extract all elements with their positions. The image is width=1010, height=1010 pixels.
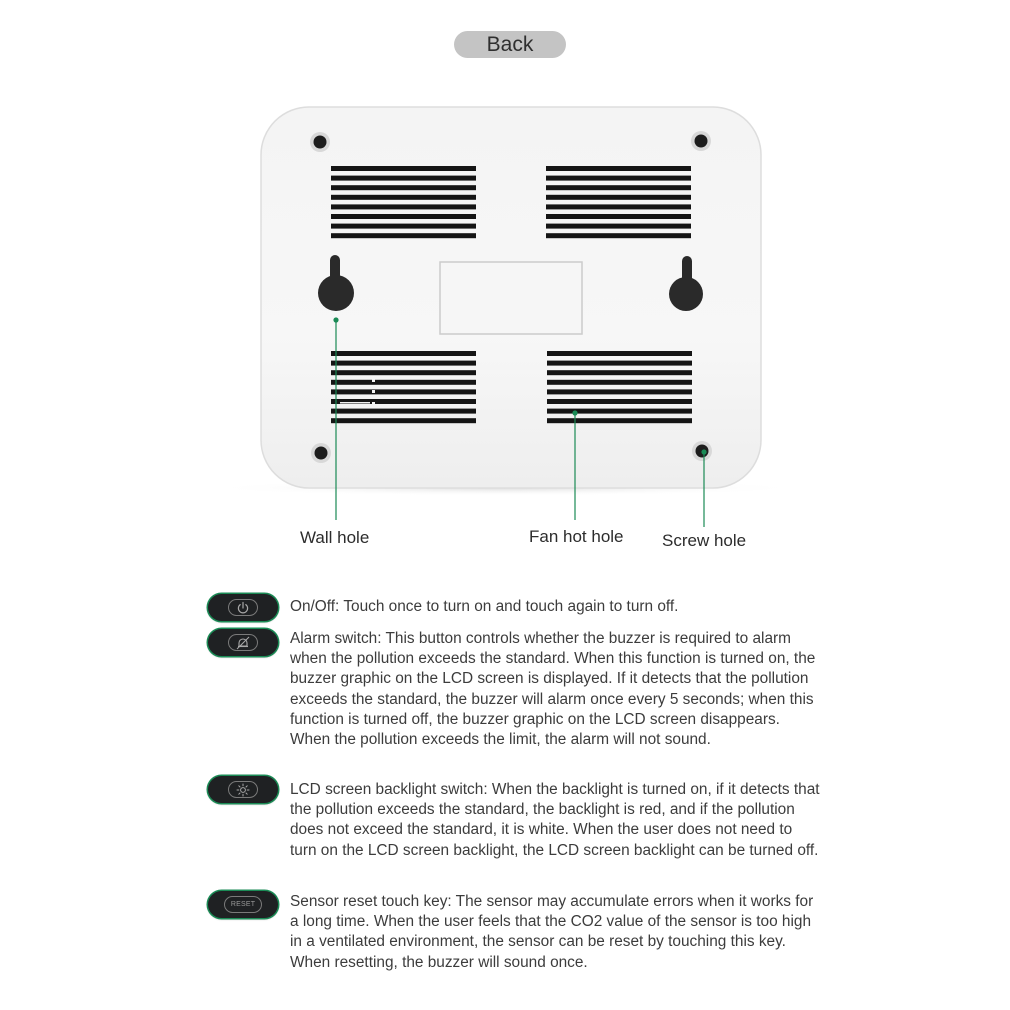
reset-label: RESET: [230, 901, 256, 908]
callout-fan-hot-hole: Fan hot hole: [529, 527, 624, 546]
vent-slot: [547, 380, 692, 385]
alarm-key-frame: [228, 634, 258, 651]
vent-slot: [546, 166, 691, 171]
screw-hole-top-right: [691, 131, 711, 151]
power-key-frame: [228, 599, 258, 616]
vent-slot: [331, 418, 476, 423]
legend-text-backlight: LCD screen backlight switch: When the backlight is turned on, if it detects that the pollution exceeds the standard, the backlight is red, and if the pollution does not exceed the standard, it is white. When the user does not need to turn on the LCD screen backlight, the LCD screen backlight can be turned off.: [290, 781, 820, 859]
backlight-key-button[interactable]: [208, 776, 278, 803]
vent-slot: [546, 214, 691, 219]
vent-slot: [331, 204, 476, 209]
vent-slot: [546, 195, 691, 200]
vent-slot: [331, 361, 476, 366]
vent-slot: [331, 185, 476, 190]
vent-slot: [331, 380, 476, 385]
vent-slot: [331, 195, 476, 200]
legend-text-power: On/Off: Touch once to turn on and touch again to turn off.: [290, 598, 679, 615]
alarm-key-button[interactable]: [208, 629, 278, 656]
vent-slot: [547, 389, 692, 394]
screw-hole-bottom-left: [311, 443, 331, 463]
vent-slot: [547, 409, 692, 414]
vent-slot: [547, 370, 692, 375]
bell-mute-icon: [235, 636, 251, 650]
vent-slot: [331, 409, 476, 414]
legend-text-reset: Sensor reset touch key: The sensor may accumulate errors when it works for a long time. When the user feels that the CO2 value of the sensor is too high in a ventilated environment, the sensor can be reset by touching this key. When resetting, the buzzer will sound once.: [290, 893, 814, 971]
vent-slot: [546, 224, 691, 229]
callout-wall-hole: Wall hole: [300, 528, 370, 547]
vent-slot: [547, 361, 692, 366]
reset-key-button[interactable]: [208, 891, 278, 918]
vent-slot: [547, 418, 692, 423]
vent-slot: [546, 176, 691, 181]
backlight-key-frame: [228, 781, 258, 798]
screw-hole-top-left: [310, 132, 330, 152]
vent-slot: [331, 166, 476, 171]
power-icon: [236, 601, 250, 615]
vent-slot: [547, 351, 692, 356]
vent-slot: [547, 399, 692, 404]
back-button[interactable]: Back: [454, 31, 566, 58]
vent-slot: [331, 224, 476, 229]
vent-slot: [331, 233, 476, 238]
power-key-button[interactable]: [208, 594, 278, 621]
vent-slot: [331, 370, 476, 375]
label-recess: [440, 262, 582, 334]
vent-slot: [546, 204, 691, 209]
vent-slot: [546, 233, 691, 238]
vent-slot: [331, 389, 476, 394]
vent-slot: [331, 351, 476, 356]
vent-slot: [546, 185, 691, 190]
callout-screw-hole: Screw hole: [662, 531, 747, 550]
vent-slot: [331, 176, 476, 181]
vent-slot: [331, 214, 476, 219]
legend-text-alarm: Alarm switch: This button controls whether the buzzer is required to alarm when the pollution exceeds the standard. When this function is turned on, the buzzer graphic on the LCD screen is displayed. If it detects that the pollution exceeds the standard, the buzzer will alarm once every 5 seconds; when this function is turned off, the buzzer graphic on the LCD screen disappears. When the pollution exceeds the limit, the alarm will not sound.: [290, 630, 816, 749]
sun-icon: [236, 783, 250, 797]
reset-key-frame: [224, 896, 262, 913]
